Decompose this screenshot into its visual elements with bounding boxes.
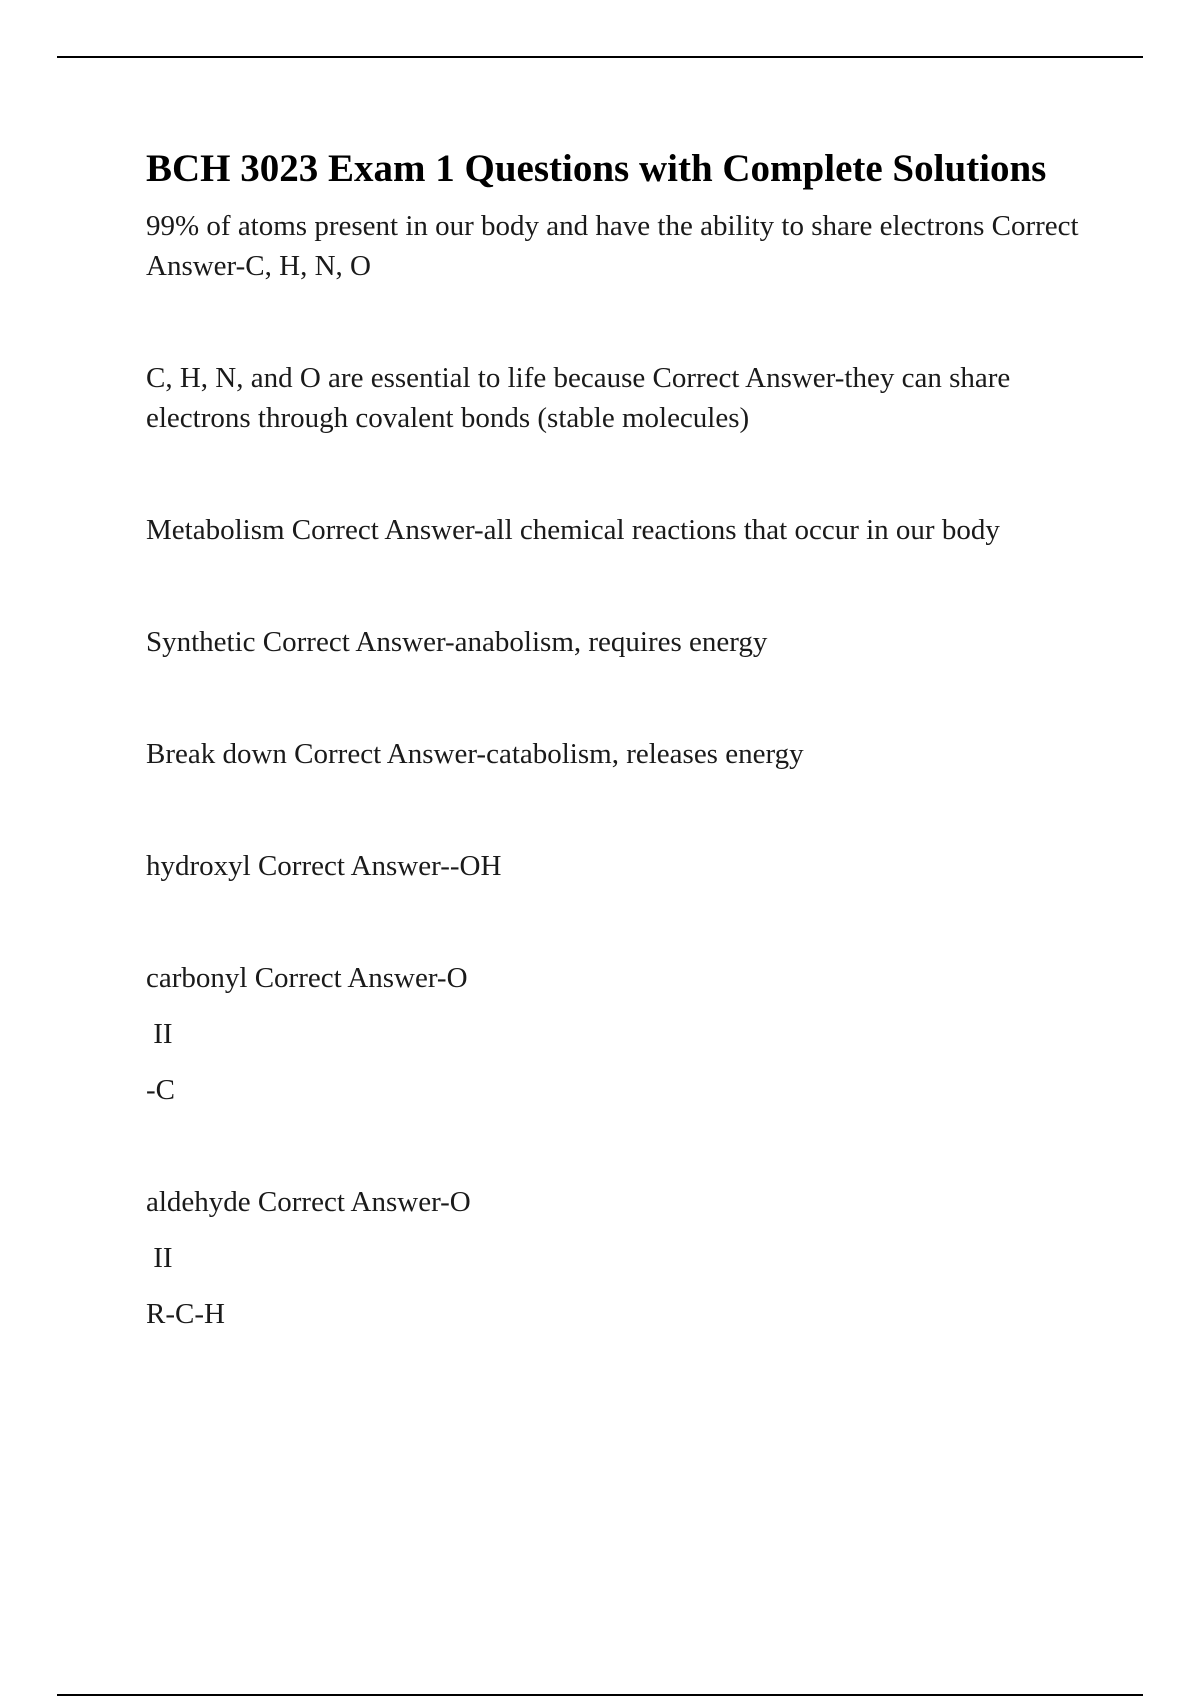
footer-rule (57, 1694, 1143, 1696)
qa-item: C, H, N, and O are essential to life because Correct Answer-they can share electrons through covalent bonds (stable molecules) (146, 362, 1011, 434)
qa-item: 99% of atoms present in our body and have the ability to share electrons Correct Answer-C, H, N, O (146, 210, 1079, 282)
structure-line: R-C-H (146, 1298, 225, 1330)
structure-line: II (146, 1018, 173, 1050)
qa-item: Synthetic Correct Answer-anabolism, requires energy (146, 626, 768, 658)
document-body (146, 140, 1086, 1334)
structure-line: -C (146, 1074, 175, 1106)
document-title: BCH 3023 Exam 1 Questions with Complete Solutions (146, 147, 1047, 190)
qa-item: aldehyde Correct Answer-O (146, 1186, 471, 1218)
header-rule (57, 56, 1143, 58)
qa-item: Metabolism Correct Answer-all chemical reactions that occur in our body (146, 514, 1000, 546)
qa-item: carbonyl Correct Answer-O (146, 962, 468, 994)
qa-item: Break down Correct Answer-catabolism, releases energy (146, 738, 804, 770)
structure-line: II (146, 1242, 173, 1274)
qa-item: hydroxyl Correct Answer--OH (146, 850, 502, 882)
